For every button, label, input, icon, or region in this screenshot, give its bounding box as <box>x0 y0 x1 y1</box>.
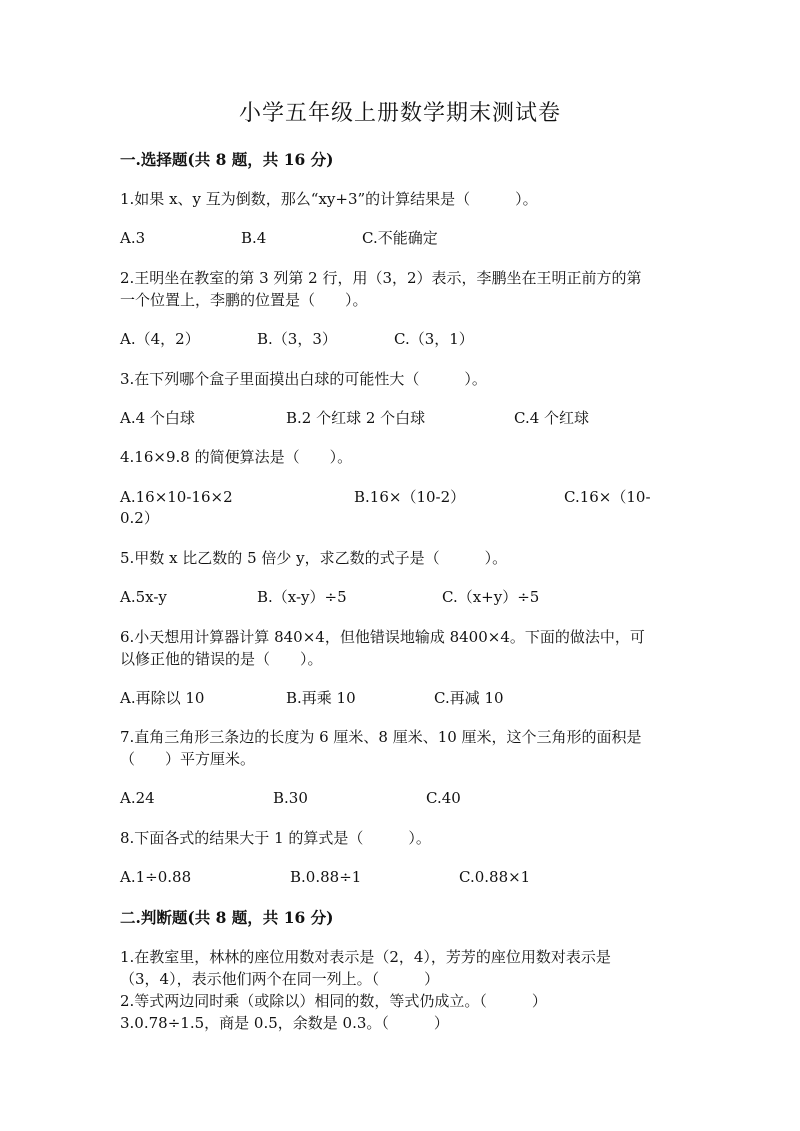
option-c: C.（x+y）÷5 <box>442 588 540 606</box>
option-b: B.4 <box>241 229 267 247</box>
option-a: A.24 <box>120 789 155 807</box>
option-b: B.16×（10-2） <box>354 488 466 506</box>
question-stem-line1: 2.王明坐在教室的第 3 列第 2 行，用（3，2）表示，李鹏坐在王明正前方的第 <box>120 269 642 287</box>
section-heading-choice: 一.选择题(共 8 题，共 16 分) <box>120 150 334 169</box>
option-a: A.1÷0.88 <box>120 868 192 886</box>
option-a: A.4 个白球 <box>120 409 195 427</box>
question-stem-line1: 6.小天想用计算器计算 840×4，但他错误地输成 8400×4。下面的做法中，可 <box>120 628 645 646</box>
option-c: C.再减 10 <box>434 689 504 707</box>
option-c: C.16×（10- <box>564 488 651 506</box>
option-c: C.（3，1） <box>394 330 474 348</box>
question-stem: 5.甲数 x 比乙数的 5 倍少 y，求乙数的式子是（ ）。 <box>120 549 508 567</box>
option-b: B.（x-y）÷5 <box>257 588 347 606</box>
judge-item: 2.等式两边同时乘（或除以）相同的数，等式仍成立。（ ） <box>120 992 547 1010</box>
question-stem-line1: 7.直角三角形三条边的长度为 6 厘米、8 厘米、10 厘米，这个三角形的面积是 <box>120 728 642 746</box>
option-c: C.4 个红球 <box>514 409 590 427</box>
option-c: C.0.88×1 <box>459 868 531 886</box>
option-c: C.40 <box>426 789 461 807</box>
option-a: A.5x-y <box>120 588 167 606</box>
question-stem: 4.16×9.8 的简便算法是（ ）。 <box>120 448 353 466</box>
option-a: A.3 <box>120 229 146 247</box>
option-b: B.30 <box>273 789 308 807</box>
question-stem-line2: 一个位置上，李鹏的位置是（ ）。 <box>120 291 368 309</box>
option-b: B.2 个红球 2 个白球 <box>286 409 426 427</box>
option-a: A.16×10-16×2 <box>120 488 233 506</box>
question-stem: 8.下面各式的结果大于 1 的算式是（ ）。 <box>120 829 431 847</box>
judge-item-line2: （3，4），表示他们两个在同一列上。（ ） <box>120 970 440 988</box>
judge-item-line1: 1.在教室里，林林的座位用数对表示是（2，4），芳芳的座位用数对表示是 <box>120 948 611 966</box>
option-a: A.再除以 10 <box>120 689 205 707</box>
option-c-wrap: 0.2） <box>120 509 159 527</box>
option-b: B.（3，3） <box>257 330 337 348</box>
option-c: C.不能确定 <box>362 229 438 247</box>
option-b: B.0.88÷1 <box>290 868 362 886</box>
question-stem: 3.在下列哪个盒子里面摸出白球的可能性大（ ）。 <box>120 370 487 388</box>
question-stem: 1.如果 x、y 互为倒数，那么“xy+3”的计算结果是（ ）。 <box>120 190 538 208</box>
section-heading-judge: 二.判断题(共 8 题，共 16 分) <box>120 908 334 927</box>
judge-item: 3.0.78÷1.5，商是 0.5，余数是 0.3。（ ） <box>120 1014 449 1032</box>
option-b: B.再乘 10 <box>286 689 356 707</box>
question-stem-line2: （ ）平方厘米。 <box>120 750 256 768</box>
page-title: 小学五年级上册数学期末测试卷 <box>238 101 561 126</box>
option-a: A.（4，2） <box>120 330 200 348</box>
question-stem-line2: 以修正他的错误的是（ ）。 <box>120 650 323 668</box>
